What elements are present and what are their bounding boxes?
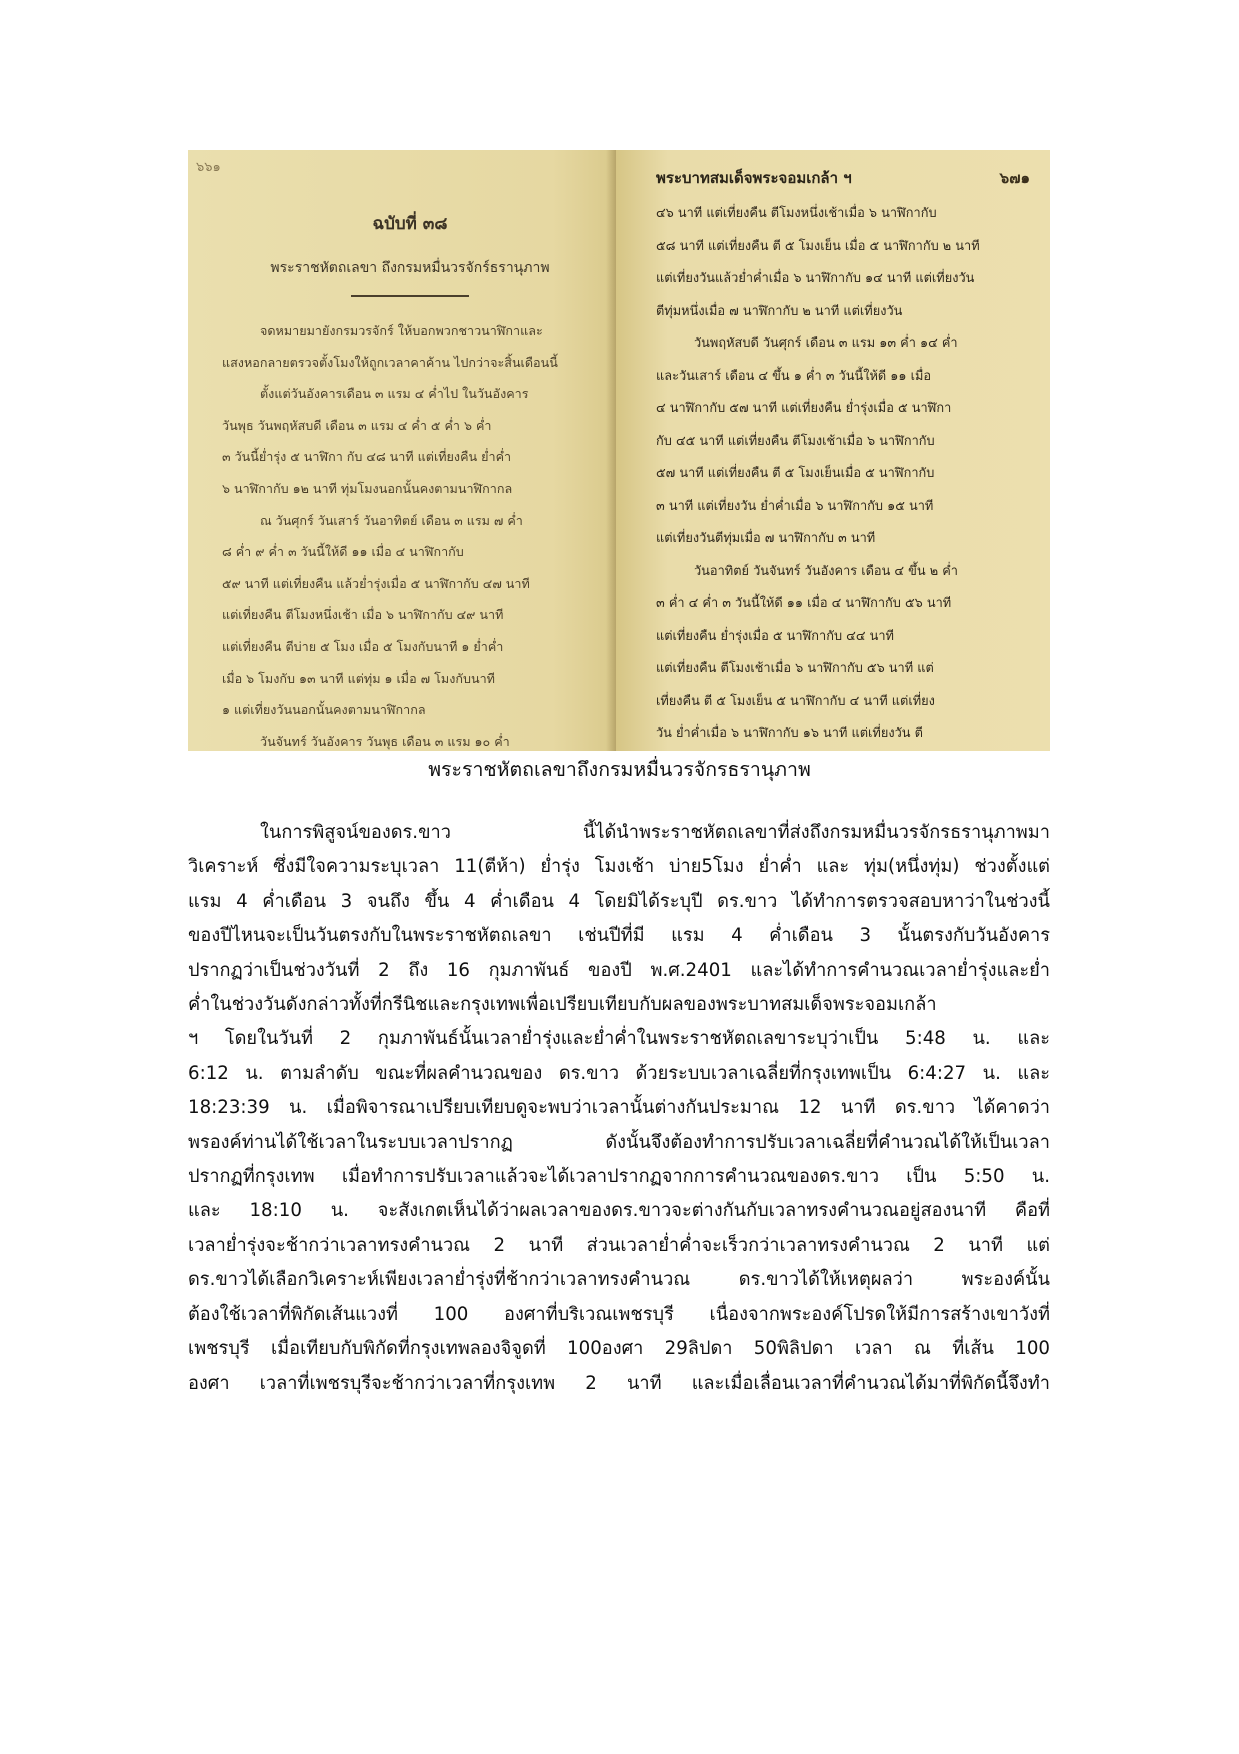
paragraph-line: ดร.ขาวได้เลือกวิเคราะห์เพียงเวลาย่ำรุ่งที่ช้ากว่าเวลาทรงคำนวณ ดร.ขาวได้ให้เหตุผลว่า พระองค์นั้น xyxy=(188,1269,1050,1291)
paragraph-line: พรองค์ท่านได้ใช้เวลาในระบบเวลาปรากฏ ดังนั้นจึงต้องทำการปรับเวลาเฉลี่ยที่คำนวณได้ให้เป็นเวลา xyxy=(188,1131,1050,1153)
text-line: ๓ วันนี้ย่ำรุ่ง ๕ นาฬิกา กับ ๔๘ นาที แต่เที่ยงคืน ย่ำค่ำ xyxy=(222,449,512,465)
text-line: วันพฤหัสบดี วันศุกร์ เดือน ๓ แรม ๑๓ ค่ำ ๑๔ ค่ำ xyxy=(694,336,958,351)
text-line: ๕๗ นาที แต่เที่ยงคืน ตี ๕ โมงเย็นเมื่อ ๕ นาฬิกากับ xyxy=(656,466,935,481)
body-paragraph xyxy=(188,816,1050,1401)
right-page-text xyxy=(656,198,1034,751)
right-page-number: ๖๗๑ xyxy=(999,169,1030,187)
letter-title: ฉบับที่ ๓๘ xyxy=(372,214,448,234)
text-line: แต่เที่ยงวันตีทุ่มเมื่อ ๗ นาฬิกากับ ๓ นาที xyxy=(656,531,876,546)
text-line: เที่ยงคืน ตี ๕ โมงเย็น ๕ นาฬิกากับ ๔ นาที แต่เที่ยง xyxy=(656,693,935,709)
paragraph-line: 6:12 น. ตามลำดับ ขณะที่ผลคำนวณของ ดร.ขาว ด้วยระบบเวลาเฉลี่ยที่กรุงเทพเป็น 6:4:27 น. และ xyxy=(188,1062,1050,1084)
text-line: ๘ ค่ำ ๙ ค่ำ ๓ วันนี้ให้ดี ๑๑ เมื่อ ๔ นาฬิกากับ xyxy=(222,544,464,560)
book-scan-image xyxy=(188,150,1050,751)
book-left-page xyxy=(188,150,616,751)
text-line: วันจันทร์ วันอังคาร วันพุธ เดือน ๓ แรม ๑๐ ค่ำ xyxy=(260,733,510,749)
paragraph-line: ฯ โดยในวันที่ 2 กุมภาพันธ์นั้นเวลาย่ำรุ่งและย่ำค่ำในพระราชหัตถเลขาระบุว่าเป็น 5:48 น. และ xyxy=(188,1028,1050,1050)
text-line: เมื่อ ๖ โมงกับ ๑๓ นาที แต่ทุ่ม ๑ เมื่อ ๗ โมงกับนาที xyxy=(222,670,495,686)
paragraph-line: และ 18:10 น. จะสังเกตเห็นได้ว่าผลเวลาของดร.ขาวจะต่างกันกับเวลาทรงคำนวณอยู่สองนาที คือที่ xyxy=(188,1200,1050,1222)
text-line: ๕๙ นาที แต่เที่ยงคืน แล้วย่ำรุ่งเมื่อ ๕ นาฬิกากับ ๔๗ นาที xyxy=(222,575,530,591)
text-line: ๖ นาฬิกากับ ๑๒ นาที ทุ่มโมงนอกนั้นคงตามนาฬิกากล xyxy=(222,480,513,496)
text-line: ๓ ค่ำ ๔ ค่ำ ๓ วันนี้ให้ดี ๑๑ เมื่อ ๔ นาฬิกากับ ๕๖ นาที xyxy=(656,596,952,611)
text-line: ตั้งแต่วันอังคารเดือน ๓ แรม ๔ ค่ำไป ในวันอังคาร xyxy=(260,386,529,402)
text-line: ๓ นาที แต่เที่ยงวัน ย่ำค่ำเมื่อ ๖ นาฬิกากับ ๑๕ นาที xyxy=(656,498,934,514)
left-page-text xyxy=(222,315,598,751)
text-line: ๔๖ นาที แต่เที่ยงคืน ตีโมงหนึ่งเช้าเมื่อ ๖ นาฬิกากับ xyxy=(656,206,937,221)
right-running-head: พระบาทสมเด็จพระจอมเกล้า ฯ xyxy=(656,169,852,187)
paragraph-line: เวลาย่ำรุ่งจะช้ากว่าเวลาทรงคำนวณ 2 นาที ส่วนเวลาย่ำค่ำจะเร็วกว่าเวลาทรงคำนวณ 2 นาที แต่ xyxy=(188,1234,1050,1256)
paragraph-line: ต้องใช้เวลาที่พิกัดเส้นแวงที่ 100 องศาที่บริเวณเพชรบุรี เนื่องจากพระองค์โปรดให้มีการสร้างเขาวังที่ xyxy=(188,1303,1050,1325)
text-line: ๔ นาฬิกากับ ๕๗ นาที แต่เที่ยงคืน ย่ำรุ่งเมื่อ ๕ นาฬิกา xyxy=(656,401,952,416)
left-page-number: ๖๖๑ xyxy=(196,160,221,175)
text-line: แต่เที่ยงวันแล้วย่ำค่ำเมื่อ ๖ นาฬิกากับ ๑๔ นาที แต่เที่ยงวัน xyxy=(656,271,975,286)
paragraph-line: 18:23:39 น. เมื่อพิจารณาเปรียบเทียบดูจะพบว่าเวลานั้นต่างกันประมาณ 12 นาที ดร.ขาว ได้คาดว่า xyxy=(188,1097,1050,1119)
text-line: จดหมายมายังกรมวรจักร์ ให้บอกพวกชาวนาฬิกาและ xyxy=(260,323,543,338)
title-rule xyxy=(351,295,469,297)
text-line: ๕๘ นาที แต่เที่ยงคืน ตี ๕ โมงเย็น เมื่อ ๕ นาฬิกากับ ๒ นาที xyxy=(656,238,980,254)
paragraph-line: ปรากฏว่าเป็นช่วงวันที่ 2 ถึง 16 กุมภาพันธ์ ของปี พ.ศ.2401 และได้ทำการคำนวณเวลาย่ำรุ่งและย่ำ xyxy=(188,959,1050,981)
paragraph-line: ในการพิสูจน์ของดร.ขาว นี้ได้นำพระราชหัตถเลขาที่ส่งถึงกรมหมื่นวรจักรธรานุภาพมา xyxy=(260,822,1050,843)
text-line: ๑ แต่เที่ยงวันนอกนั้นคงตามนาฬิกากล xyxy=(222,702,426,718)
text-line: วันพุธ วันพฤหัสบดี เดือน ๓ แรม ๔ ค่ำ ๕ ค่ำ ๖ ค่ำ xyxy=(222,417,492,433)
text-line: วัน ย่ำค่ำเมื่อ ๖ นาฬิกากับ ๑๖ นาที แต่เที่ยงวัน ตี xyxy=(656,726,923,741)
letter-subtitle: พระราชหัตถเลขา ถึงกรมหมื่นวรจักร์ธรานุภาพ xyxy=(270,260,550,276)
paragraph-line: แรม 4 ค่ำเดือน 3 จนถึง ขึ้น 4 ค่ำเดือน 4 โดยมิได้ระบุปี ดร.ขาว ได้ทำการตรวจสอบหาว่าในช่วงนี้ xyxy=(188,890,1050,912)
text-line: แต่เที่ยงคืน ตีบ่าย ๕ โมง เมื่อ ๕ โมงกับนาที ๑ ย่ำค่ำ xyxy=(222,638,504,654)
paragraph-line: เพชรบุรี เมื่อเทียบกับพิกัดที่กรุงเทพลองจิจูดที่ 100องศา 29ลิปดา 50พิลิปดา เวลา ณ ที่เส้น 100 xyxy=(188,1338,1050,1360)
paragraph-line: ค่ำในช่วงวันดังกล่าวทั้งที่กรีนิชและกรุงเทพเพื่อเปรียบเทียบกับผลของพระบาทสมเด็จพระจอมเกล้า xyxy=(188,994,937,1016)
text-line: แต่เที่ยงคืน ย่ำรุ่งเมื่อ ๕ นาฬิกากับ ๔๔ นาที xyxy=(656,628,894,644)
text-line: กับ ๔๕ นาที แต่เที่ยงคืน ตีโมงเช้าเมื่อ ๖ นาฬิกากับ xyxy=(656,433,935,449)
figure-caption: พระราชหัตถเลขาถึงกรมหมื่นวรจักรธรานุภาพ xyxy=(428,758,811,781)
paragraph-line: วิเคราะห์ ซึ่งมีใจความระบุเวลา 11(ตีห้า) ย่ำรุ่ง โมงเช้า บ่าย5โมง ย่ำค่ำ และ ทุ่ม(หนึ่งทุ่ม) ช่วงตั้งแต่ xyxy=(188,856,1050,878)
text-line: ณ วันศุกร์ วันเสาร์ วันอาทิตย์ เดือน ๓ แรม ๗ ค่ำ xyxy=(260,512,523,528)
text-line xyxy=(656,751,1034,752)
paragraph-line: ของปีไหนจะเป็นวันตรงกับในพระราชหัตถเลขา เช่นปีที่มี แรม 4 ค่ำเดือน 3 นั้นตรงกับวันอังคาร xyxy=(188,925,1050,947)
text-line: แสงหอกลายตรวจตั้งโมงให้ถูกเวลาคาค้าน ไปกว่าจะสิ้นเดือนนี้ xyxy=(222,354,558,370)
text-line: แต่เที่ยงคืน ตีโมงหนึ่งเช้า เมื่อ ๖ นาฬิกากับ ๔๙ นาที xyxy=(222,607,504,623)
text-line: แต่เที่ยงคืน ตีโมงเช้าเมื่อ ๖ นาฬิกากับ ๕๖ นาที แต่ xyxy=(656,661,934,676)
paragraph-line: องศา เวลาที่เพชรบุรีจะช้ากว่าเวลาที่กรุงเทพ 2 นาที และเมื่อเลื่อนเวลาที่คำนวณได้มาที่พิกัดนี้จึงทำ xyxy=(188,1372,1050,1394)
book-right-page xyxy=(616,150,1050,751)
text-line: ตีทุ่มหนึ่งเมื่อ ๗ นาฬิกากับ ๒ นาที แต่เที่ยงวัน xyxy=(656,303,903,319)
paragraph-line: ปรากฏที่กรุงเทพ เมื่อทำการปรับเวลาแล้วจะได้เวลาปรากฏจากการคำนวณของดร.ขาว เป็น 5:50 น. xyxy=(188,1166,1050,1188)
text-line: วันอาทิตย์ วันจันทร์ วันอังคาร เดือน ๔ ขึ้น ๒ ค่ำ xyxy=(694,563,958,579)
text-line: และวันเสาร์ เดือน ๔ ขึ้น ๑ ค่ำ ๓ วันนี้ให้ดี ๑๑ เมื่อ xyxy=(656,368,932,384)
